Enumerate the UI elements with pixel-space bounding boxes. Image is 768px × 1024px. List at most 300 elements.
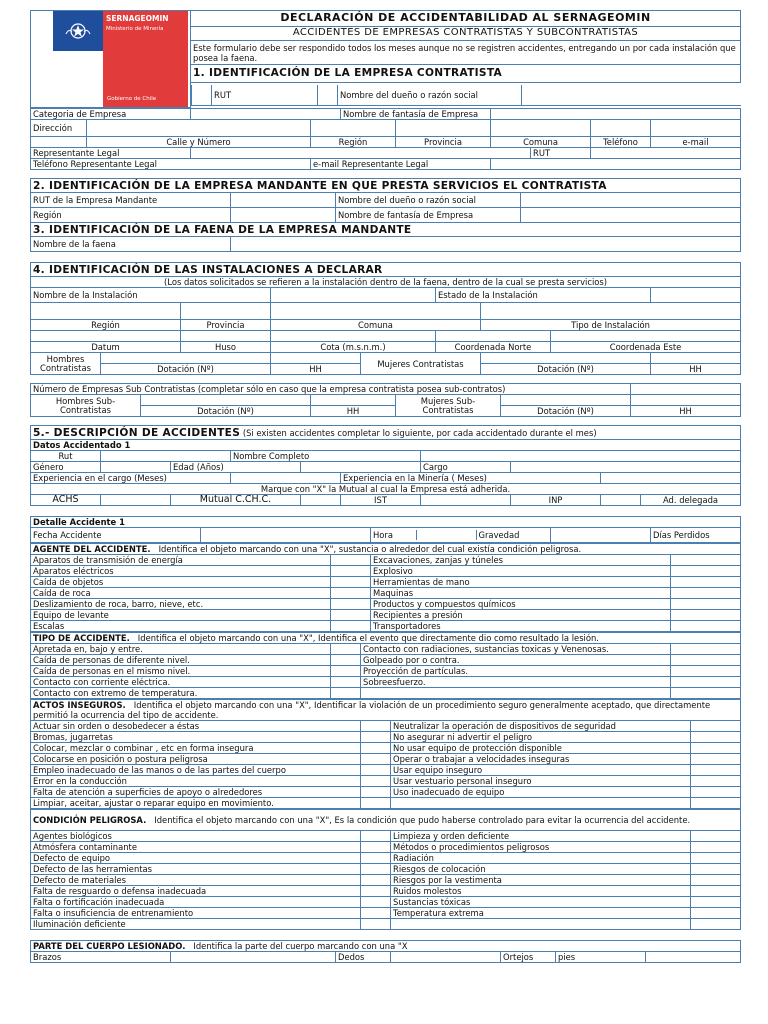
agent-item: Explosivo bbox=[371, 566, 671, 577]
unsafe-item: Empleo inadecuado de las manos o de las partes del cuerpo bbox=[31, 765, 361, 776]
type-check[interactable] bbox=[671, 688, 741, 699]
fantasy-input[interactable] bbox=[491, 109, 741, 120]
agent-item: Productos y compuestos químicos bbox=[371, 599, 671, 610]
condition-item: Defecto de las herramientas bbox=[31, 864, 361, 875]
condition-item: Defecto de materiales bbox=[31, 875, 361, 886]
agent-check[interactable] bbox=[331, 555, 371, 566]
install-type-input[interactable] bbox=[481, 303, 741, 320]
condition-check[interactable] bbox=[691, 875, 741, 886]
body-part-feet: pies bbox=[556, 952, 646, 963]
type-check[interactable] bbox=[671, 655, 741, 666]
install-type-label: Tipo de Instalación bbox=[481, 320, 741, 331]
agent-note: Identifica el objeto marcando con una "X", sustancia o alrededor del cual existía condición peligrosa. bbox=[158, 544, 582, 554]
mandante-rut-input[interactable] bbox=[231, 193, 336, 208]
cota-input[interactable] bbox=[271, 331, 436, 342]
men-label: Hombres Contratistas bbox=[31, 353, 101, 375]
condition-table bbox=[30, 809, 741, 930]
full-name-input[interactable] bbox=[421, 451, 741, 462]
unsafe-item: Neutralizar la operación de dispositivos de seguridad bbox=[391, 721, 691, 732]
north-label: Coordenada Norte bbox=[436, 342, 551, 353]
type-row bbox=[31, 688, 741, 699]
body-part-arms: Brazos bbox=[31, 952, 171, 963]
hour-input[interactable] bbox=[416, 530, 476, 540]
mandante-fantasy-input[interactable] bbox=[521, 208, 741, 223]
women-staff-label: Dotación (Nº) bbox=[481, 364, 651, 375]
type-check[interactable] bbox=[671, 666, 741, 677]
sub-count-input[interactable] bbox=[631, 384, 741, 395]
condition-note: Identifica el objeto marcando con una "X", Es la condición que pudo haberse controlado para evitar la ocurrencia del accidente. bbox=[154, 815, 691, 825]
condition-item: Agentes biológicos bbox=[31, 831, 361, 842]
type-item: Contacto con corriente eléctrica. bbox=[31, 677, 331, 688]
detail-title: Detalle Accidente 1 bbox=[31, 517, 741, 528]
body-part-title: PARTE DEL CUERPO LESIONADO. bbox=[33, 941, 186, 951]
type-rows bbox=[31, 644, 741, 699]
region-input[interactable] bbox=[311, 120, 396, 137]
unsafe-check[interactable] bbox=[361, 787, 391, 798]
agent-row bbox=[31, 610, 741, 621]
coat-of-arms-icon bbox=[53, 11, 103, 51]
agent-check[interactable] bbox=[671, 621, 741, 632]
agent-check[interactable] bbox=[671, 588, 741, 599]
sub-women-hh-input[interactable] bbox=[631, 395, 741, 406]
type-check[interactable] bbox=[331, 688, 361, 699]
type-item bbox=[361, 688, 671, 699]
type-check[interactable] bbox=[331, 655, 361, 666]
type-row bbox=[31, 666, 741, 677]
region-label: Región bbox=[311, 137, 396, 148]
body-part-fingers: Dedos bbox=[336, 952, 391, 963]
type-item: Contacto con extremo de temperatura. bbox=[31, 688, 331, 699]
unsafe-row bbox=[31, 743, 741, 754]
unsafe-check[interactable] bbox=[361, 765, 391, 776]
agent-item: Transportadores bbox=[371, 621, 671, 632]
sernageomin-logo bbox=[31, 11, 191, 108]
men-hh-input[interactable] bbox=[271, 353, 361, 364]
faena-name-label: Nombre de la faena bbox=[31, 237, 231, 252]
position-input[interactable] bbox=[511, 462, 741, 473]
condition-check[interactable] bbox=[361, 908, 391, 919]
unsafe-item: Bromas, jugarretas bbox=[31, 732, 361, 743]
logo-sub: Ministerio de Minería bbox=[106, 26, 164, 32]
exp-position-label: Experiencia en el cargo (Meses) bbox=[31, 473, 231, 484]
owner-input[interactable] bbox=[522, 85, 741, 106]
unsafe-check[interactable] bbox=[691, 732, 741, 743]
type-note: Identifica el objeto marcando con una "X", Identifica el evento que directamente dio como resultado la lesión. bbox=[137, 633, 599, 643]
agent-item: Escalas bbox=[31, 621, 331, 632]
women-staff-input[interactable] bbox=[481, 353, 651, 364]
condition-item: Riesgos de colocación bbox=[391, 864, 691, 875]
agent-row bbox=[31, 599, 741, 610]
victim-rut-label: Rut bbox=[31, 451, 101, 462]
mandante-owner-label: Nombre del dueño o razón social bbox=[336, 193, 521, 208]
body-part-feet-check[interactable] bbox=[646, 952, 741, 963]
condition-check[interactable] bbox=[691, 842, 741, 853]
logo-gov: Gobierno de Chile bbox=[103, 51, 188, 107]
fantasy-label: Nombre de fantasía de Empresa bbox=[341, 109, 491, 120]
agent-item: Herramientas de mano bbox=[371, 577, 671, 588]
phone-input[interactable] bbox=[591, 120, 651, 137]
huso-input[interactable] bbox=[181, 331, 271, 342]
agent-check[interactable] bbox=[671, 566, 741, 577]
type-title: TIPO DE ACCIDENTE. bbox=[33, 633, 130, 643]
category-input[interactable] bbox=[191, 109, 341, 120]
sub-count-label: Número de Empresas Sub Contratistas (completar sólo en caso que la empresa contratista posea sub-contratos) bbox=[31, 384, 631, 395]
unsafe-row bbox=[31, 732, 741, 743]
sub-women-label: Mujeres Sub-Contratistas bbox=[396, 395, 501, 417]
agent-check[interactable] bbox=[671, 555, 741, 566]
mutual-note: Marque con "X" la Mutual al cual la Empresa está adherida. bbox=[31, 484, 741, 495]
cota-label: Cota (m.s.n.m.) bbox=[271, 342, 436, 353]
province-label: Provincia bbox=[396, 137, 491, 148]
type-item: Proyección de partículas. bbox=[361, 666, 671, 677]
datum-label: Datum bbox=[31, 342, 181, 353]
condition-check[interactable] bbox=[361, 875, 391, 886]
province-input[interactable] bbox=[396, 120, 491, 137]
agent-check[interactable] bbox=[671, 577, 741, 588]
unsafe-row bbox=[31, 721, 741, 732]
sub-women-hh-label: HH bbox=[631, 406, 741, 417]
condition-check[interactable] bbox=[691, 864, 741, 875]
street-label: Calle y Número bbox=[87, 137, 311, 148]
condition-row bbox=[31, 908, 741, 919]
unsafe-row bbox=[31, 754, 741, 765]
mutual-cchc-check[interactable] bbox=[301, 495, 341, 506]
mutual-cchc: Mutual C.CH.C. bbox=[171, 495, 301, 506]
condition-check[interactable] bbox=[361, 831, 391, 842]
agent-table bbox=[30, 543, 741, 632]
unsafe-row bbox=[31, 765, 741, 776]
legal-rep-input[interactable] bbox=[191, 148, 531, 159]
install-commune-label: Comuna bbox=[271, 320, 481, 331]
condition-check[interactable] bbox=[361, 919, 391, 930]
unsafe-item: Colocarse en posición o postura peligrosa bbox=[31, 754, 361, 765]
unsafe-item: Colocar, mezclar o combinar , etc en forma insegura bbox=[31, 743, 361, 754]
type-item: Caída de personas de diferente nivel. bbox=[31, 655, 331, 666]
condition-check[interactable] bbox=[691, 897, 741, 908]
unsafe-rows bbox=[31, 721, 741, 809]
body-part-fingers-check[interactable] bbox=[391, 952, 501, 963]
unsafe-row bbox=[31, 798, 741, 809]
gender-label: Género bbox=[31, 462, 101, 473]
sub-women-staff-input[interactable] bbox=[501, 395, 631, 406]
condition-item: Defecto de equipo bbox=[31, 853, 361, 864]
mutual-achs: ACHS bbox=[31, 495, 101, 506]
condition-item: Iluminación deficiente bbox=[31, 919, 361, 930]
phone-label: Teléfono bbox=[591, 137, 651, 148]
unsafe-check[interactable] bbox=[691, 721, 741, 732]
email-label: e-mail bbox=[651, 137, 741, 148]
condition-item: Atmósfera contaminante bbox=[31, 842, 361, 853]
unsafe-item: Error en la conducción bbox=[31, 776, 361, 787]
agent-title: AGENTE DEL ACCIDENTE. bbox=[33, 544, 151, 554]
section-1-title: 1. IDENTIFICACIÓN DE LA EMPRESA CONTRATISTA bbox=[191, 64, 741, 82]
rep-phone-label: Teléfono Representante Legal bbox=[31, 159, 311, 170]
unsafe-item: Usar equipo inseguro bbox=[391, 765, 691, 776]
legal-rep-label: Representante Legal bbox=[31, 148, 191, 159]
rep-email-label: e-mail Representante Legal bbox=[311, 159, 491, 170]
unsafe-check[interactable] bbox=[691, 787, 741, 798]
section-4-table bbox=[30, 262, 741, 375]
mutual-delegate: Ad. delegada bbox=[641, 495, 741, 506]
severity-label: Gravedad bbox=[478, 530, 520, 540]
unsafe-check[interactable] bbox=[691, 798, 741, 809]
sub-men-hh-input[interactable] bbox=[311, 395, 396, 406]
type-check[interactable] bbox=[331, 677, 361, 688]
install-province-label: Provincia bbox=[181, 320, 271, 331]
accident-detail-table bbox=[30, 516, 741, 543]
condition-item: Ruidos molestos bbox=[391, 886, 691, 897]
section-5-note: (Si existen accidentes completar lo siguiente, por cada accidentado durante el mes) bbox=[242, 427, 597, 438]
unsafe-row bbox=[31, 787, 741, 798]
agent-check[interactable] bbox=[331, 621, 371, 632]
condition-row bbox=[31, 886, 741, 897]
section-3-title: 3. IDENTIFICACIÓN DE LA FAENA DE LA EMPRESA MANDANTE bbox=[31, 223, 741, 237]
agent-check[interactable] bbox=[331, 566, 371, 577]
unsafe-check[interactable] bbox=[691, 776, 741, 787]
section-4-note: (Los datos solicitados se refieren a la instalación dentro de la faena, dentro de la cual se presta servicios) bbox=[31, 277, 741, 288]
women-hh-label: HH bbox=[651, 364, 741, 375]
install-state-input[interactable] bbox=[651, 288, 741, 303]
unsafe-check[interactable] bbox=[361, 776, 391, 787]
type-check[interactable] bbox=[671, 677, 741, 688]
commune-input[interactable] bbox=[491, 120, 591, 137]
north-input[interactable] bbox=[436, 331, 551, 342]
condition-item: Riesgos por la vestimenta bbox=[391, 875, 691, 886]
agent-check[interactable] bbox=[331, 588, 371, 599]
huso-label: Huso bbox=[181, 342, 271, 353]
east-label: Coordenada Este bbox=[551, 342, 741, 353]
agent-rows bbox=[31, 555, 741, 632]
lost-days-label: Días Perdidos bbox=[651, 528, 741, 543]
victim-rut-input[interactable] bbox=[101, 451, 231, 462]
unsafe-check[interactable] bbox=[361, 798, 391, 809]
rut-input[interactable] bbox=[318, 85, 338, 106]
agent-row bbox=[31, 588, 741, 599]
condition-item: Radiación bbox=[391, 853, 691, 864]
form-header bbox=[30, 10, 741, 108]
agent-row bbox=[31, 577, 741, 588]
type-row bbox=[31, 655, 741, 666]
agent-item: Recipientes a presión bbox=[371, 610, 671, 621]
rep-email-input[interactable] bbox=[491, 159, 741, 170]
condition-check[interactable] bbox=[361, 864, 391, 875]
condition-row bbox=[31, 842, 741, 853]
men-staff-label: Dotación (Nº) bbox=[101, 364, 271, 375]
unsafe-check[interactable] bbox=[691, 743, 741, 754]
position-label: Cargo bbox=[421, 462, 511, 473]
unsafe-item: Uso inadecuado de equipo bbox=[391, 787, 691, 798]
condition-check[interactable] bbox=[361, 853, 391, 864]
rep-rut-label: RUT bbox=[531, 148, 591, 159]
owner-label: Nombre del dueño o razón social bbox=[338, 85, 522, 106]
hour-label: Hora bbox=[371, 530, 416, 540]
condition-check[interactable] bbox=[691, 919, 741, 930]
agent-item: Aparatos eléctricos bbox=[31, 566, 331, 577]
body-part-note: Identifica la parte del cuerpo marcando con una "X bbox=[193, 941, 408, 951]
body-part-toes: Ortejos bbox=[501, 952, 556, 963]
type-item: Contacto con radiaciones, sustancias toxicas y Venenosas. bbox=[361, 644, 671, 655]
form-intro: Este formulario debe ser respondido todos los meses aunque no se registren accidentes, entregando un por cada instalación que posea la faena. bbox=[191, 41, 741, 65]
mandante-rut-label: RUT de la Empresa Mandante bbox=[31, 193, 231, 208]
victim-label: Datos Accidentado 1 bbox=[31, 440, 741, 451]
unsafe-check[interactable] bbox=[691, 765, 741, 776]
section-1-table bbox=[30, 108, 741, 170]
condition-row bbox=[31, 864, 741, 875]
agent-check[interactable] bbox=[331, 577, 371, 588]
exp-mining-label: Experiencia en la Minería ( Meses) bbox=[341, 473, 601, 484]
install-commune-input[interactable] bbox=[271, 303, 481, 320]
mutual-ist-check[interactable] bbox=[421, 495, 511, 506]
email-input[interactable] bbox=[651, 120, 741, 137]
unsafe-note: Identifica el objeto marcando con una "X", Identificar la violación de un procedimiento seguro generalmente aceptado, que directamente permitió la ocurrencia del tipo de accidente. bbox=[33, 700, 711, 720]
condition-item: Falta o insuficiencia de entrenamiento bbox=[31, 908, 361, 919]
agent-item: Caída de roca bbox=[31, 588, 331, 599]
section-2-table bbox=[30, 178, 741, 252]
condition-item bbox=[391, 919, 691, 930]
agent-row bbox=[31, 555, 741, 566]
declaration-form bbox=[30, 10, 740, 963]
agent-check[interactable] bbox=[331, 610, 371, 621]
type-table bbox=[30, 632, 741, 699]
condition-row bbox=[31, 897, 741, 908]
mutual-inp-check[interactable] bbox=[601, 495, 641, 506]
section-5-title: 5.- DESCRIPCIÓN DE ACCIDENTES bbox=[33, 426, 241, 439]
install-region-label: Región bbox=[31, 320, 181, 331]
condition-check[interactable] bbox=[361, 842, 391, 853]
type-check[interactable] bbox=[331, 666, 361, 677]
date-input[interactable] bbox=[201, 528, 371, 543]
sub-women-staff-label: Dotación (Nº) bbox=[501, 406, 631, 417]
unsafe-item: Limpiar, aceitar, ajustar o reparar equipo en movimiento. bbox=[31, 798, 361, 809]
agent-item: Excavaciones, zanjas y túneles bbox=[371, 555, 671, 566]
agent-item: Caída de objetos bbox=[31, 577, 331, 588]
mandante-owner-input[interactable] bbox=[521, 193, 741, 208]
condition-title: CONDICIÓN PELIGROSA. bbox=[33, 815, 147, 825]
install-name-input[interactable] bbox=[271, 288, 436, 303]
type-check[interactable] bbox=[331, 644, 361, 655]
unsafe-item: No usar equipo de protección disponible bbox=[391, 743, 691, 754]
section-5-table bbox=[30, 425, 741, 506]
exp-position-input[interactable] bbox=[231, 473, 341, 484]
condition-item: Falta de resguardo o defensa inadecuada bbox=[31, 886, 361, 897]
address-label: Dirección bbox=[31, 120, 87, 137]
unsafe-check[interactable] bbox=[361, 743, 391, 754]
east-input[interactable] bbox=[551, 331, 741, 342]
gender-input[interactable] bbox=[101, 462, 171, 473]
full-name-label: Nombre Completo bbox=[231, 451, 421, 462]
condition-row bbox=[31, 831, 741, 842]
mandante-region-label: Región bbox=[31, 208, 231, 223]
condition-item: Temperatura extrema bbox=[391, 908, 691, 919]
condition-check[interactable] bbox=[691, 886, 741, 897]
condition-check[interactable] bbox=[691, 853, 741, 864]
type-item: Caída de personas en el mismo nivel. bbox=[31, 666, 331, 677]
age-input[interactable] bbox=[301, 462, 421, 473]
commune-label: Comuna bbox=[491, 137, 591, 148]
agent-check[interactable] bbox=[331, 599, 371, 610]
mandante-region-input[interactable] bbox=[231, 208, 336, 223]
men-hh-label: HH bbox=[271, 364, 361, 375]
install-province-input[interactable] bbox=[181, 303, 271, 320]
agent-row bbox=[31, 621, 741, 632]
rut-label: RUT bbox=[212, 85, 318, 106]
unsafe-row bbox=[31, 776, 741, 787]
condition-item: Sustancias tóxicas bbox=[391, 897, 691, 908]
street-input[interactable] bbox=[87, 120, 311, 137]
condition-row bbox=[31, 919, 741, 930]
unsafe-item: No asegurar ni advertir el peligro bbox=[391, 732, 691, 743]
mutual-achs-check[interactable] bbox=[101, 495, 171, 506]
type-row bbox=[31, 644, 741, 655]
condition-item: Limpieza y orden deficiente bbox=[391, 831, 691, 842]
rep-rut-input[interactable] bbox=[591, 148, 741, 159]
type-check[interactable] bbox=[671, 644, 741, 655]
unsafe-item bbox=[391, 798, 691, 809]
agent-check[interactable] bbox=[671, 610, 741, 621]
unsafe-check[interactable] bbox=[361, 732, 391, 743]
mutual-ist: IST bbox=[341, 495, 421, 506]
agent-item: Maquinas bbox=[371, 588, 671, 599]
install-state-label: Estado de la Instalación bbox=[436, 288, 651, 303]
condition-row bbox=[31, 853, 741, 864]
category-label: Categoria de Empresa bbox=[31, 109, 191, 120]
body-part-table bbox=[30, 940, 741, 963]
form-title: DECLARACIÓN DE ACCIDENTABILIDAD AL SERNAGEOMIN bbox=[191, 11, 741, 27]
type-item: Golpeado por o contra. bbox=[361, 655, 671, 666]
agent-row bbox=[31, 566, 741, 577]
age-label: Edad (Años) bbox=[171, 462, 301, 473]
condition-row bbox=[31, 875, 741, 886]
unsafe-check[interactable] bbox=[361, 721, 391, 732]
unsafe-check[interactable] bbox=[691, 754, 741, 765]
women-hh-input[interactable] bbox=[651, 353, 741, 364]
condition-check[interactable] bbox=[691, 908, 741, 919]
body-part-arms-check[interactable] bbox=[171, 952, 336, 963]
install-region-input[interactable] bbox=[31, 303, 181, 320]
mandante-fantasy-label: Nombre de fantasía de Empresa bbox=[336, 208, 521, 223]
unsafe-item: Operar o trabajar a velocidades inseguras bbox=[391, 754, 691, 765]
unsafe-item: Actuar sin orden o desobedecer a éstas bbox=[31, 721, 361, 732]
section-2-title: 2. IDENTIFICACIÓN DE LA EMPRESA MANDANTE EN QUE PRESTA SERVICIOS EL CONTRATISTA bbox=[31, 179, 741, 193]
condition-item: Métodos o procedimientos peligrosos bbox=[391, 842, 691, 853]
form-subtitle: ACCIDENTES DE EMPRESAS CONTRATISTAS Y SUBCONTRATISTAS bbox=[191, 26, 741, 41]
exp-mining-input[interactable] bbox=[601, 473, 741, 484]
unsafe-check[interactable] bbox=[361, 754, 391, 765]
men-staff-input[interactable] bbox=[101, 353, 271, 364]
unsafe-item: Falta de atención a superficies de apoyo o alrededores bbox=[31, 787, 361, 798]
datum-input[interactable] bbox=[31, 331, 181, 342]
type-row bbox=[31, 677, 741, 688]
women-label: Mujeres Contratistas bbox=[361, 353, 481, 375]
condition-item: Falta o fortificación inadecuada bbox=[31, 897, 361, 908]
agent-check[interactable] bbox=[671, 599, 741, 610]
severity-input[interactable] bbox=[551, 528, 651, 543]
unsafe-item: Usar vestuario personal inseguro bbox=[391, 776, 691, 787]
sub-men-staff-label: Dotación (Nº) bbox=[141, 406, 311, 417]
section-4-title: 4. IDENTIFICACIÓN DE LAS INSTALACIONES A DECLARAR bbox=[31, 263, 741, 277]
condition-rows bbox=[31, 831, 741, 930]
date-label: Fecha Accidente bbox=[31, 528, 201, 543]
type-item: Apretada en, bajo y entre. bbox=[31, 644, 331, 655]
type-item: Sobreesfuerzo. bbox=[361, 677, 671, 688]
condition-check[interactable] bbox=[361, 886, 391, 897]
sub-men-staff-input[interactable] bbox=[141, 395, 311, 406]
condition-check[interactable] bbox=[361, 897, 391, 908]
logo-name: SERNAGEOMIN bbox=[106, 14, 169, 23]
condition-check[interactable] bbox=[691, 831, 741, 842]
faena-name-input[interactable] bbox=[231, 237, 741, 252]
unsafe-title: ACTOS INSEGUROS. bbox=[33, 700, 126, 710]
